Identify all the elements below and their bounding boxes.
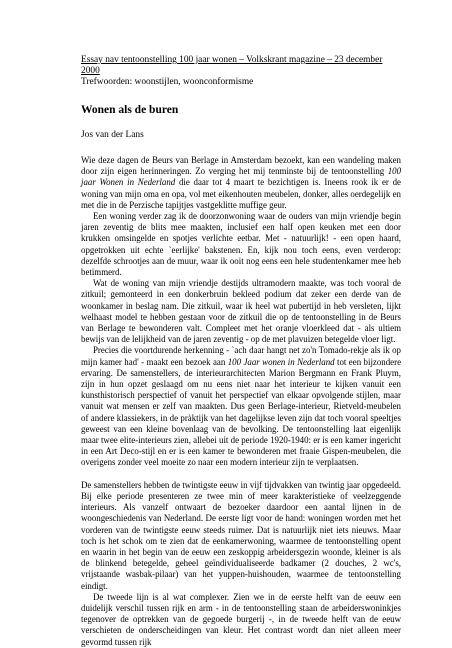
paragraph-text: Een woning verder zag ik de doorzonwoning waar de ouders van mijn vriendje begin jaren zeventig de blits mee maakten, inclusief een half open keuken met een door krukken omsingelde en spotjes verlichte eetbar. Met - natuurlijk! - een open haard, opgetrokken uit echte `eerlijke' bakstenen. En, kijk nou toch eens, even verderop: dezelfde schrootjes aan de muur, waar ik ooit nog eens een hele studentenkamer mee heb betimmerd. bbox=[81, 211, 401, 278]
paragraph-text: De tweede lijn is al wat complexer. Zien we in de eerste helft van de eeuw een duidelijk verschil tussen rijk en arm - in de tentoonstelling staan de arbeiderswoninkjes tegenover de optrekken van de gegoede burgerij -, in de tweede helft van de eeuw verschieten de onderscheidingen van kleur. Het contrast wordt dan niet alleen meer gevormd tussen rijk bbox=[81, 591, 401, 647]
paragraph-text: De samenstellers hebben de twintigste eeuw in vijf tijdvakken van twintig jaar opgedeeld. Bij elke periode presenteren ze twee min of meer karakteristieke of veelzeggende interieurs. Als vanzelf ontwaart de bezoeker daardoor een aantal lijnen in de woongeschiedenis van Nederland. De eerste ligt voor de hand: woningen worden met het vorderen van de twintigste eeuw steeds ruimer. Dat is natuurlijk niet iets nieuws. Maar toch is het schok om te zien dat de eenkamerwoning, waarmee de tentoonstelling opent en waarin in het begin van de eeuw een zeskoppig arbeidersgezin woonde, kleiner is als de blinkend betegelde, geheel geïndividualiseerde badkamer (2 douches, 2 wc's, vrijstaande wasbak-pilaar) van het yuppen-huishouden, waarmee de tentoonstelling eindigt. bbox=[81, 479, 401, 591]
exhibition-title: 100 jaar Wonen in Nederland bbox=[81, 166, 401, 188]
paragraph-1 bbox=[81, 155, 401, 211]
paragraph-text: Wat de woning van mijn vriendje destijds ultramodern maakte, was toch vooral de zitkuil; gemonteerd in een donkerbruin bekleed podium dat zeker een derde van de woonkamer in beslag nam. Die zitkuil, waar ik heel wat pubertijd in heb versleten, lijkt welhaast model te hebben gestaan voor de zitkuil die op de tentoonstelling in de Beurs van Berlage te bewonderen valt. Compleet met het oranje vloerkleed dat - als ultiem bewijs van de lelijkheid van de jaren zeventig - op de met plavuizen betegelde vloer ligt. bbox=[81, 278, 401, 345]
document-header bbox=[81, 55, 401, 88]
paragraph-4 bbox=[81, 345, 401, 468]
article-title: Wonen als de buren bbox=[81, 104, 179, 116]
header-keywords-line: Trefwoorden: woonstijlen, woonconformisme bbox=[81, 77, 254, 87]
paragraph-5 bbox=[81, 480, 401, 592]
exhibition-title: 100 Jaar wonen in Nederland bbox=[227, 356, 335, 367]
paragraph-text: tot een bijzondere ervaring. De samenstellers, de interieurarchitecten Marion Bergmann en Frank Pluym, zijn in hun opzet geslaagd om nu eens niet naar het interieur te kijken vanuit een kunsthistorisch perspectief of vanuit het perspectief van elkaar opvolgende stijlen, maar vanuit wat mensen er zelf van maakten. Dus geen Berlage-interieur, Rietveld-meubelen of andere klassiekers, in de pràktijk van het dagelijkse leven zijn dat toch vooral speeltjes geweest van een kleine bovenlaag van de bevolking. De tentoonstelling laat eigenlijk maar twee elite-interieurs zien, allebei uit de periode 1920-1940: er is een kamer ingericht in een Art Deco-stijl en er is een kamer te bewonderen met fraaie Gispen-meubelen, die overigens zonder veel moeite zo naar een modern interieur zijn te verplaatsen. bbox=[81, 356, 402, 468]
article-author: Jos van der Lans bbox=[81, 130, 144, 140]
paragraph-text: Precies die voortdurende herkenning - `ach daar hangt net zo'n Tomado-rekje als ik op mijn kamer had' - maakt een bezoek aan bbox=[81, 345, 401, 367]
header-source-line: Essay nav tentoonstelling 100 jaar wonen – Volkskrant magazine – 23 december 2000 bbox=[81, 55, 383, 76]
article-body bbox=[81, 155, 401, 648]
paragraph-3 bbox=[81, 278, 401, 345]
document-content bbox=[81, 55, 401, 648]
paragraph-text: die daar tot 4 maart te bezichtigen is. Ineens rook ik er de woning van mijn oma en opa, vol met eikenhouten meubelen, donker, alles oerdegelijk en met die in de Perzische tapijtjes vastgeklitte muffige geur. bbox=[81, 177, 401, 210]
paragraph-text: Wie deze dagen de Beurs van Berlage in Amsterdam bezoekt, kan een wandeling maken door zijn eigen herinneringen. Zo verging het mij tenminste bij de tentoonstelling bbox=[81, 155, 401, 177]
paragraph-2 bbox=[81, 211, 401, 278]
paragraph-6 bbox=[81, 592, 401, 648]
